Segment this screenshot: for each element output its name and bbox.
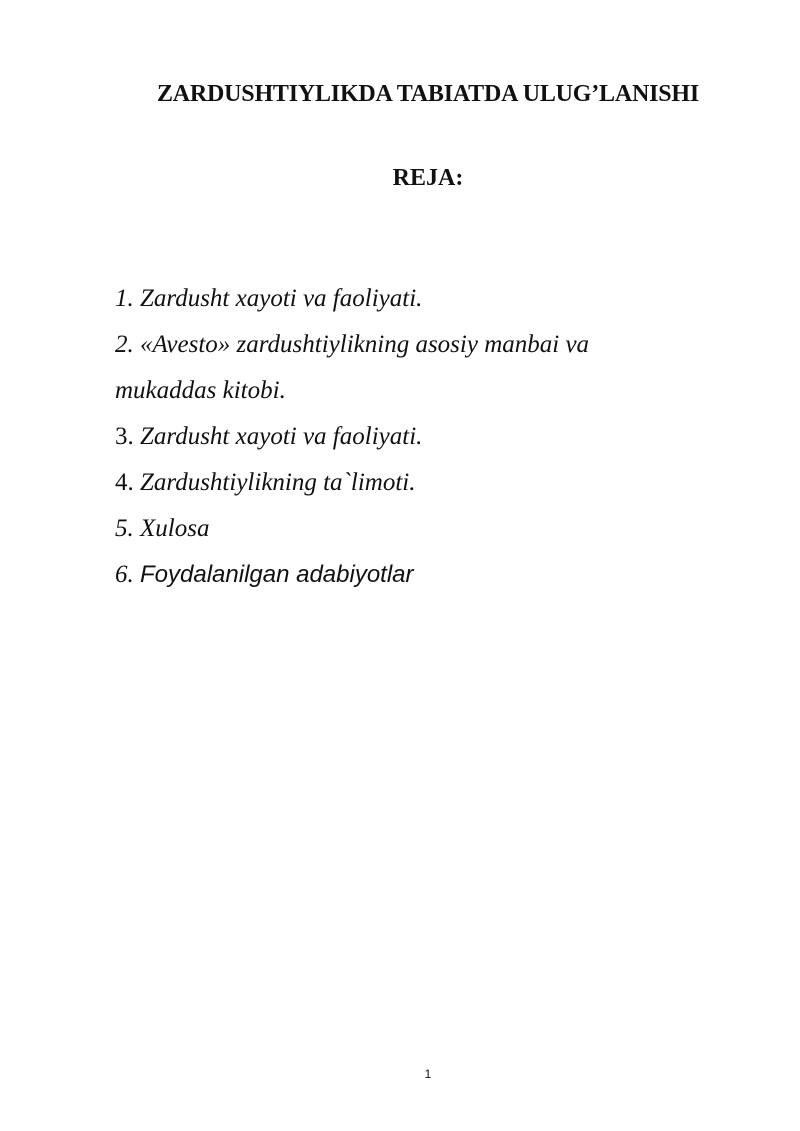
plan-item-text: Zardushtiylikning ta`limoti. bbox=[140, 469, 416, 496]
plan-item-text: «Avesto» zardushtiylikning asosiy manbai va bbox=[140, 331, 590, 358]
plan-item-number: 4. bbox=[115, 469, 134, 496]
plan-item-text: Foydalanilgan adabiyotlar bbox=[140, 561, 414, 588]
plan-item-1 bbox=[115, 276, 735, 322]
plan-item-text: Xulosa bbox=[140, 515, 210, 542]
plan-item-2-continuation bbox=[115, 368, 735, 414]
plan-item-text: Zardusht xayoti va faoliyati. bbox=[140, 285, 423, 312]
plan-item-6 bbox=[115, 552, 735, 598]
page-number: 1 bbox=[424, 1067, 432, 1081]
plan-item-3 bbox=[115, 414, 735, 460]
plan-item-number: 5. bbox=[115, 515, 134, 542]
plan-list bbox=[115, 276, 735, 598]
plan-item-text: mukaddas kitobi. bbox=[115, 377, 286, 404]
plan-item-number: 3. bbox=[115, 423, 134, 450]
plan-item-2 bbox=[115, 322, 735, 368]
plan-heading: REJA: bbox=[392, 165, 464, 191]
plan-item-5 bbox=[115, 506, 735, 552]
plan-item-number: 2. bbox=[115, 331, 134, 358]
plan-item-number: 1. bbox=[115, 285, 134, 312]
plan-item-number: 6. bbox=[115, 561, 134, 588]
page-title: ZARDUSHTIYLIKDA TABIATDA ULUG’LANISHI bbox=[156, 81, 700, 107]
plan-item-4 bbox=[115, 460, 735, 506]
plan-item-text: Zardusht xayoti va faoliyati. bbox=[140, 423, 423, 450]
